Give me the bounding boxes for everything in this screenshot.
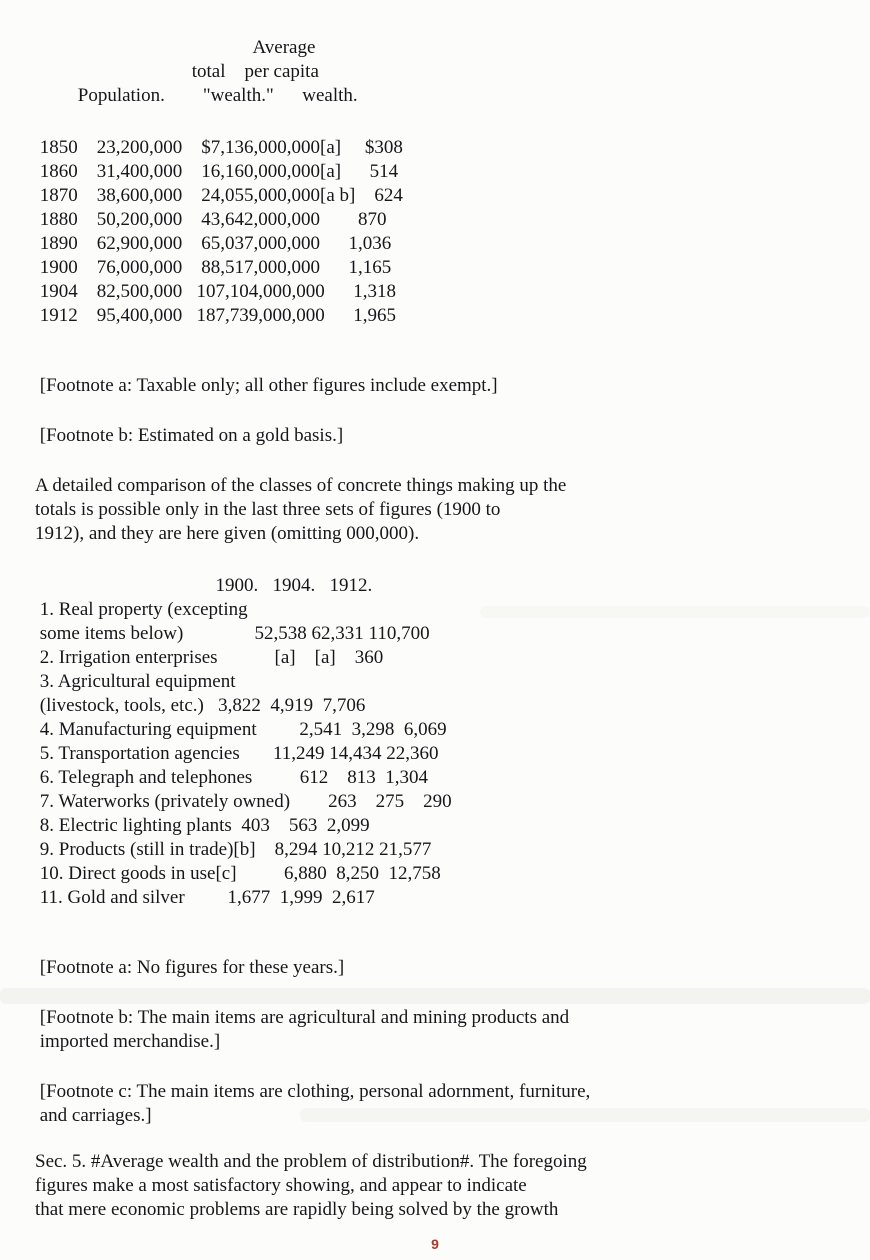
text-line: 1860 31,400,000 16,160,000,000[a] 514	[35, 161, 399, 182]
text-line: 1870 38,600,000 24,055,000,000[a b] 624	[35, 185, 403, 206]
text-line: [Footnote b: The main items are agricultural and mining products and	[35, 1007, 570, 1028]
wealth-table-header	[35, 36, 842, 108]
text-line: 6. Telegraph and telephones 612 813 1,304	[35, 767, 429, 788]
text-line: 1904 82,500,000 107,104,000,000 1,318	[35, 281, 396, 302]
text-line: 2. Irrigation enterprises [a] [a] 360	[35, 647, 384, 668]
text-line: 10. Direct goods in use[c] 6,880 8,250 12,758	[35, 863, 441, 884]
footnote-a-taxable	[35, 374, 842, 398]
text-line: 9. Products (still in trade)[b] 8,294 10,212 21,577	[35, 839, 432, 860]
text-line: 3. Agricultural equipment	[35, 671, 236, 692]
text-line: [Footnote c: The main items are clothing, personal adornment, furniture,	[35, 1081, 591, 1102]
text-line: totals is possible only in the last three sets of figures (1900 to	[35, 499, 501, 520]
text-line: Population. "wealth." wealth.	[35, 85, 358, 106]
footnote-a-no-figures	[35, 956, 842, 980]
footnote-b-main-items	[35, 1006, 842, 1054]
text-line: imported merchandise.]	[35, 1031, 221, 1052]
page-number: 9	[431, 1236, 439, 1252]
text-line: 11. Gold and silver 1,677 1,999 2,617	[35, 887, 375, 908]
text-line: 7. Waterworks (privately owned) 263 275 290	[35, 791, 452, 812]
text-line: A detailed comparison of the classes of concrete things making up the	[35, 475, 567, 496]
text-line: some items below) 52,538 62,331 110,700	[35, 623, 430, 644]
section-5-paragraph	[35, 1150, 842, 1222]
text-line: 1890 62,900,000 65,037,000,000 1,036	[35, 233, 392, 254]
footnote-c-main-items	[35, 1080, 842, 1128]
wealth-table-rows	[35, 136, 842, 328]
text-line: (livestock, tools, etc.) 3,822 4,919 7,706	[35, 695, 366, 716]
text-line: 8. Electric lighting plants 403 563 2,099	[35, 815, 370, 836]
text-line: [Footnote a: Taxable only; all other figures include exempt.]	[35, 375, 498, 396]
text-line: 1900 76,000,000 88,517,000,000 1,165	[35, 257, 392, 278]
text-line: 1900. 1904. 1912.	[35, 575, 373, 596]
text-line: [Footnote a: No figures for these years.]	[35, 957, 345, 978]
text-line: Sec. 5. #Average wealth and the problem of distribution#. The foregoing	[35, 1151, 587, 1172]
text-line: [Footnote b: Estimated on a gold basis.]	[35, 425, 344, 446]
intro-paragraph	[35, 474, 842, 546]
text-line: total per capita	[35, 61, 319, 82]
text-line: 5. Transportation agencies 11,249 14,434 22,360	[35, 743, 439, 764]
text-line: Average	[35, 37, 316, 58]
classes-of-wealth-table	[35, 574, 842, 910]
text-line: 4. Manufacturing equipment 2,541 3,298 6,069	[35, 719, 447, 740]
text-line: 1. Real property (excepting	[35, 599, 248, 620]
text-line: figures make a most satisfactory showing, and appear to indicate	[35, 1175, 527, 1196]
text-line: 1912 95,400,000 187,739,000,000 1,965	[35, 305, 396, 326]
text-line: 1880 50,200,000 43,642,000,000 870	[35, 209, 387, 230]
text-line: and carriages.]	[35, 1105, 152, 1126]
text-line: that mere economic problems are rapidly being solved by the growth	[35, 1199, 559, 1220]
text-line: 1912), and they are here given (omitting 000,000).	[35, 523, 420, 544]
footnote-b-gold-basis	[35, 424, 842, 448]
text-line: 1850 23,200,000 $7,136,000,000[a] $308	[35, 137, 403, 158]
